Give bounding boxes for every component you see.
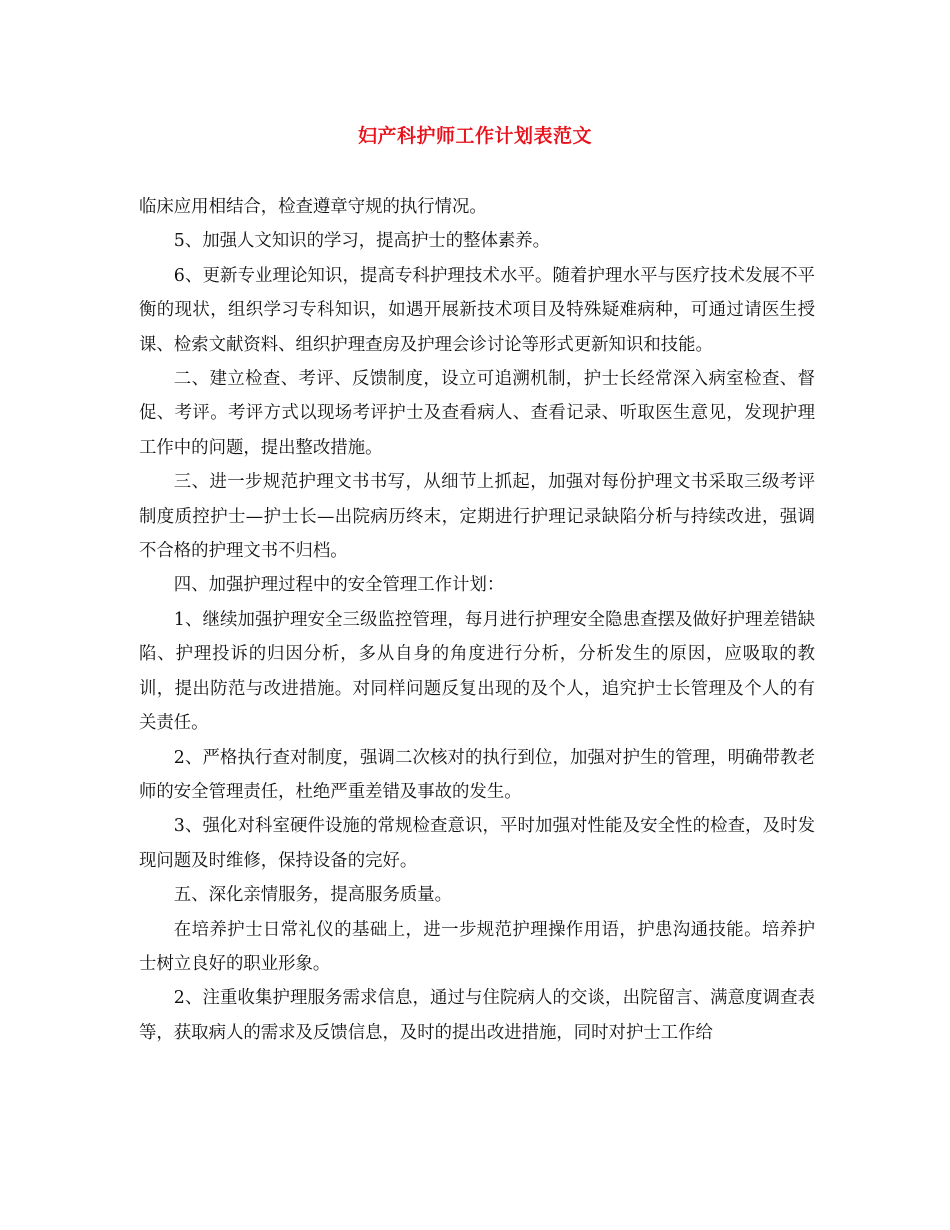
paragraph-2: 5、加强人文知识的学习，提高护士的整体素养。 (173, 231, 551, 252)
paragraph-12: 2、注重收集护理服务需求信息，通过与住院病人的交谈，出院留言、满意度调查表等，获取病人的需求及反馈信息，及时的提出改进措施，同时对护士工作给 (139, 988, 815, 1043)
document-body (139, 190, 815, 1050)
paragraph-9: 3、强化对科室硬件设施的常规检查意识，平时加强对性能及安全性的检查，及时发现问题及时维修，保持设备的完好。 (139, 816, 815, 871)
paragraph-3: 6、更新专业理论知识，提高专科护理技术水平。随着护理水平与医疗技术发展不平衡的现状，组织学习专科知识，如遇开展新技术项目及特殊疑难病种，可通过请医生授课、检索文献资料、组织护理查房及护理会诊讨论等形式更新知识和技能。 (139, 265, 815, 355)
paragraph-6: 四、加强护理过程中的安全管理工作计划： (173, 575, 505, 596)
paragraph-11: 在培养护士日常礼仪的基础上，进一步规范护理操作用语，护患沟通技能。培养护士树立良好的职业形象。 (139, 919, 815, 974)
paragraph-5: 三、进一步规范护理文书书写，从细节上抓起，加强对每份护理文书采取三级考评制度质控护士—护士长—出院病历终末，定期进行护理记录缺陷分析与持续改进，强调不合格的护理文书不归档。 (139, 472, 815, 562)
paragraph-4: 二、建立检查、考评、反馈制度，设立可追溯机制，护士长经常深入病室检查、督促、考评。考评方式以现场考评护士及查看病人、查看记录、听取医生意见，发现护理工作中的问题，提出整改措施。 (139, 369, 815, 458)
paragraph-10: 五、深化亲情服务，提高服务质量。 (173, 885, 453, 906)
document-title: 妇产科护师工作计划表范文 (357, 125, 592, 147)
paragraph-7: 1、继续加强护理安全三级监控管理，每月进行护理安全隐患查摆及做好护理差错缺陷、护理投诉的归因分析，多从自身的角度进行分析，分析发生的原因，应吸取的教训，提出防范与改进措施。对同样问题反复出现的及个人，追究护士长管理及个人的有关责任。 (139, 609, 815, 734)
paragraph-8: 2、严格执行查对制度，强调二次核对的执行到位，加强对护生的管理，明确带教老师的安全管理责任，杜绝严重差错及事故的发生。 (139, 747, 815, 802)
paragraph-1: 临床应用相结合，检查遵章守规的执行情况。 (139, 197, 487, 217)
